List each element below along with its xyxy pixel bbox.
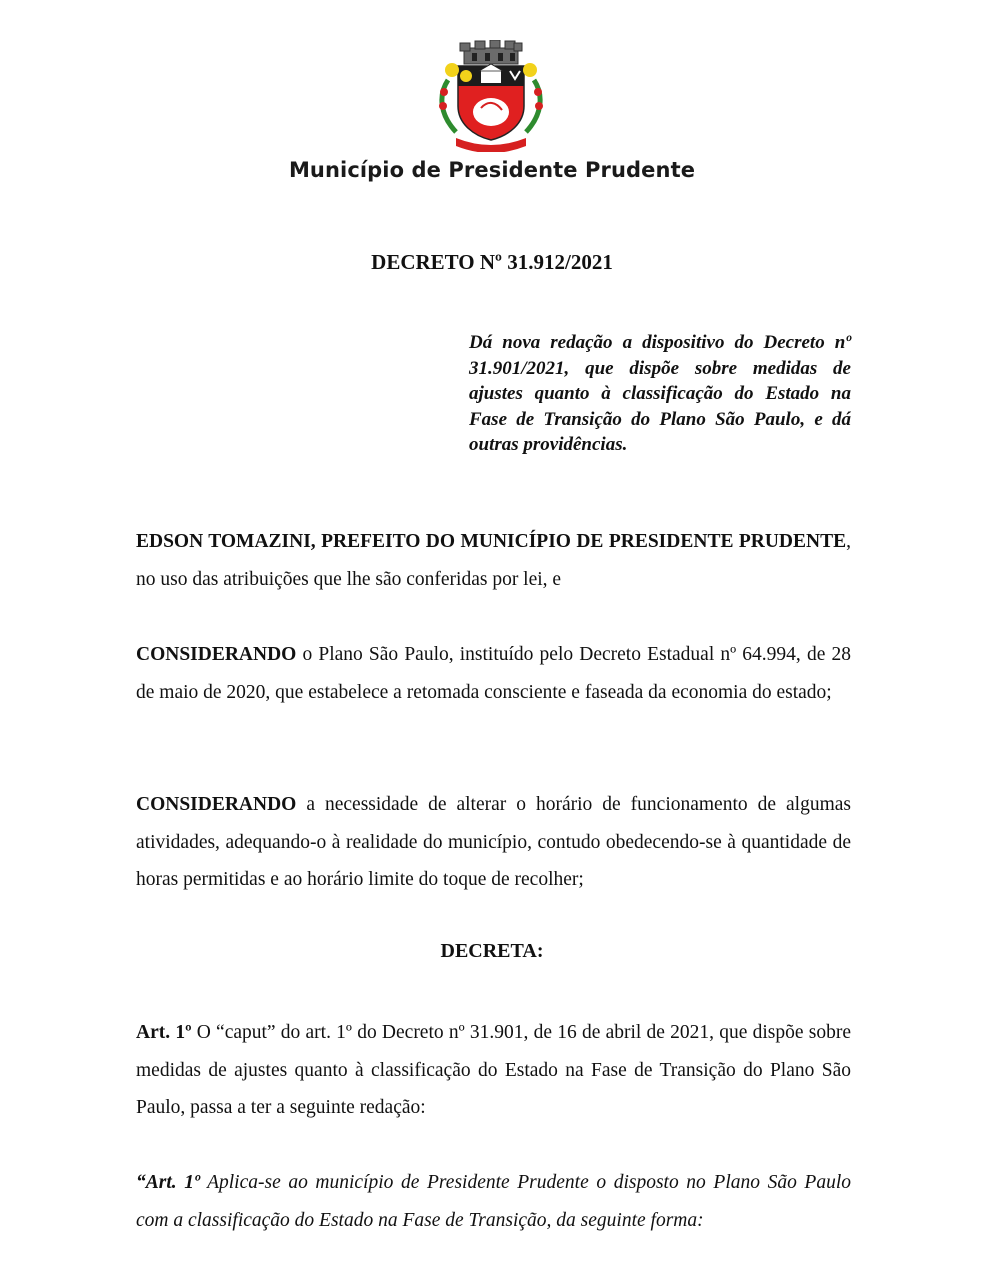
considerando-text-2: a necessidade de alterar o horário de funcionamento de algumas atividades, adequando-o à realidade do município, contudo obedecendo-se à quantidade de horas permitidas e ao horário limite do toque de recolher; bbox=[136, 794, 851, 890]
municipal-coat-of-arms-icon bbox=[426, 40, 556, 152]
considerando-paragraph-1 bbox=[136, 636, 851, 711]
mayor-name: EDSON TOMAZINI, PREFEITO DO MUNICÍPIO DE PRESIDENTE PRUDENTE bbox=[136, 531, 847, 552]
article-1-paragraph bbox=[136, 1014, 851, 1127]
decree-title: DECRETO Nº 31.912/2021 bbox=[371, 250, 613, 274]
considerando-paragraph-2 bbox=[136, 786, 851, 899]
article-1-label: Art. 1º bbox=[136, 1022, 192, 1043]
municipality-name: Município de Presidente Prudente bbox=[288, 158, 696, 182]
considerando-label-2: CONSIDERANDO bbox=[136, 794, 297, 815]
decreta-heading: DECRETA: bbox=[440, 940, 544, 962]
decree-summary: Dá nova redação a dispositivo do Decreto nº 31.901/2021, que dispõe sobre medidas de ajustes quanto à classificação do Estado na Fase de Transição do Plano São Paulo, e dá outras providências. bbox=[469, 332, 851, 455]
article-1-new-wording bbox=[136, 1164, 851, 1239]
preamble-text: , no uso das atribuições que lhe são conferidas por lei, e bbox=[136, 531, 851, 590]
article-1-new-label: “Art. 1º bbox=[136, 1172, 200, 1193]
article-1-text: O “caput” do art. 1º do Decreto nº 31.901, de 16 de abril de 2021, que dispõe sobre medidas de ajustes quanto à classificação do Estado na Fase de Transição do Plano São Paulo, passa a ter a seguinte redação: bbox=[136, 1022, 851, 1118]
considerando-label-1: CONSIDERANDO bbox=[136, 644, 297, 665]
article-1-new-text: Aplica-se ao município de Presidente Prudente o disposto no Plano São Paulo com a classificação do Estado na Fase de Transição, da seguinte forma: bbox=[136, 1172, 852, 1231]
preamble-paragraph bbox=[136, 523, 851, 598]
considerando-text-1: o Plano São Paulo, instituído pelo Decreto Estadual nº 64.994, de 28 de maio de 2020, que estabelece a retomada consciente e faseada da economia do estado; bbox=[136, 644, 851, 703]
